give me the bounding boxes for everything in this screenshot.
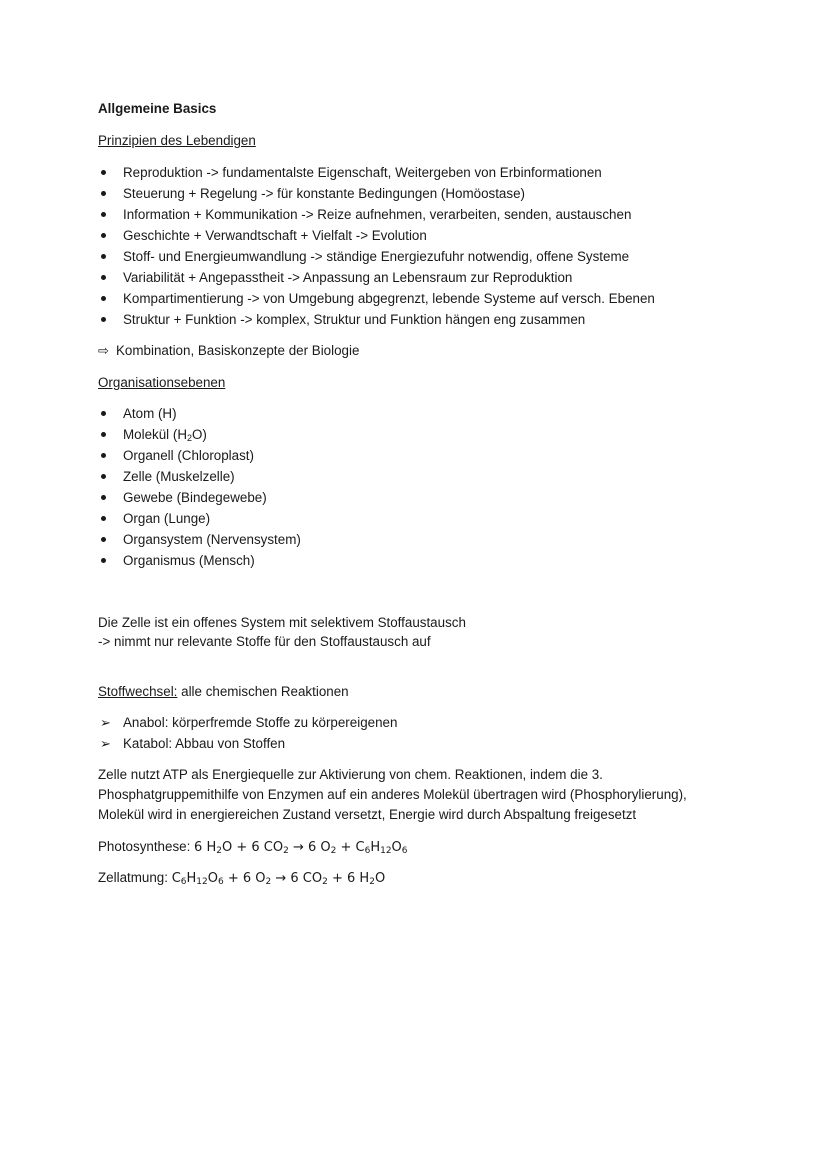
section-title-levels: Organisationsebenen	[98, 375, 226, 390]
bullet-icon	[101, 453, 106, 458]
bullet-icon	[101, 212, 106, 217]
arrowhead-bullet-icon: ➢	[100, 736, 111, 751]
bullet-icon	[101, 170, 106, 175]
bullet-icon	[101, 558, 106, 563]
bullet-icon	[101, 411, 106, 416]
section-title-principles: Prinzipien des Lebendigen	[98, 133, 256, 148]
bullet-icon	[101, 191, 106, 196]
bullet-icon	[101, 432, 106, 437]
bullet-icon	[101, 233, 106, 238]
bullet-icon	[101, 495, 106, 500]
cellular-respiration-equation: Zellatmung: $C_6H_{12}O_6 + 6$ $O_2 \to 6$ $CO_2 + 6$ $H_2O$	[98, 870, 386, 887]
page-title: Allgemeine Basics	[98, 101, 217, 116]
bullet-icon	[101, 296, 106, 301]
photosynthesis-equation: Photosynthese: 6 $H_2O + 6$ $CO_2 \to 6$ $O_2 + C_6H_{12}O_6$	[98, 839, 408, 856]
molecule-label: Molekül $(H_2O)$	[123, 427, 207, 443]
bullet-icon	[101, 474, 106, 479]
bullet-icon	[101, 275, 106, 280]
bullet-icon	[101, 537, 106, 542]
document-page: Allgemeine Basics Prinzipien des Lebendigen Reproduktion -> fundamentalste Eigenschaft, Weitergeben von Erbinformationen Steuerung + Regelung -> für konstante Bedingungen (Homöostase) Information + Kommunikation -> Reize aufnehmen, verarbeiten, senden, austauschen Geschichte + Verwandtschaft + Vielfalt -> Evolution Stoff- und Energieumwandlung -> ständige Energiezufuhr notwendig, offene Systeme Variabilität + Angepasstheit -> Anpassung an Lebensraum zur Reproduktion Kompartimentierung -> von Umgebung abgegrenzt, lebende Systeme auf versch. Ebenen Struktur + Funktion -> komplex, Struktur und Funktion hängen eng zusammen ⇨ Kombination, Basiskonzepte der Biologie Organisationsebenen Atom (H) Molekül $(H_2O)$ Organell (Chloroplast) Zelle (Muskelzelle) Gewebe (Bindegewebe) Organ (Lunge) Organsystem (Nervensystem) Organismus (Mensch) Die Zelle ist ein offenes System mit selektivem Stoffaustausch -> nimmt nur relevante Stoffe für den Stoffaustausch auf Stoffwechsel: alle chemischen Reaktionen ➢ Anabol: körperfremde Stoffe zu körpereigenen ➢ Katabol: Abbau von Stoffen Zelle nutzt ATP als Energiequelle zur Aktivierung von chem. Reaktionen, indem die 3. Phosphatgruppemithilfe von Enzymen auf ein anderes Molekül übertragen wird (Phosphorylierung), Molekül wird in energiereichen Zustand versetzt, Energie wird durch Abspaltung freigesetzt Photosynthese: 6 $H_2O + 6$ $CO_2 \to 6$ $O_2 + C_6H_{12}O_6$ Zellatmung: $C_6H_{12}O_6 + 6$ $O_2 \to 6$ $CO_2 + 6$ $H_2O$	[98, 101, 687, 887]
arrowhead-bullet-icon: ➢	[100, 715, 111, 730]
bullet-icon	[101, 516, 106, 521]
bullet-icon	[101, 254, 106, 259]
bullet-icon	[101, 317, 106, 322]
metabolism-heading: Stoffwechsel: alle chemischen Reaktionen	[98, 684, 349, 699]
right-arrow-icon: ⇨	[98, 343, 109, 358]
cell-statement-note: -> nimmt nur relevante Stoffe für den Stoffaustausch auf	[98, 634, 431, 649]
cell-statement: Die Zelle ist ein offenes System mit selektivem Stoffaustausch	[98, 615, 466, 630]
